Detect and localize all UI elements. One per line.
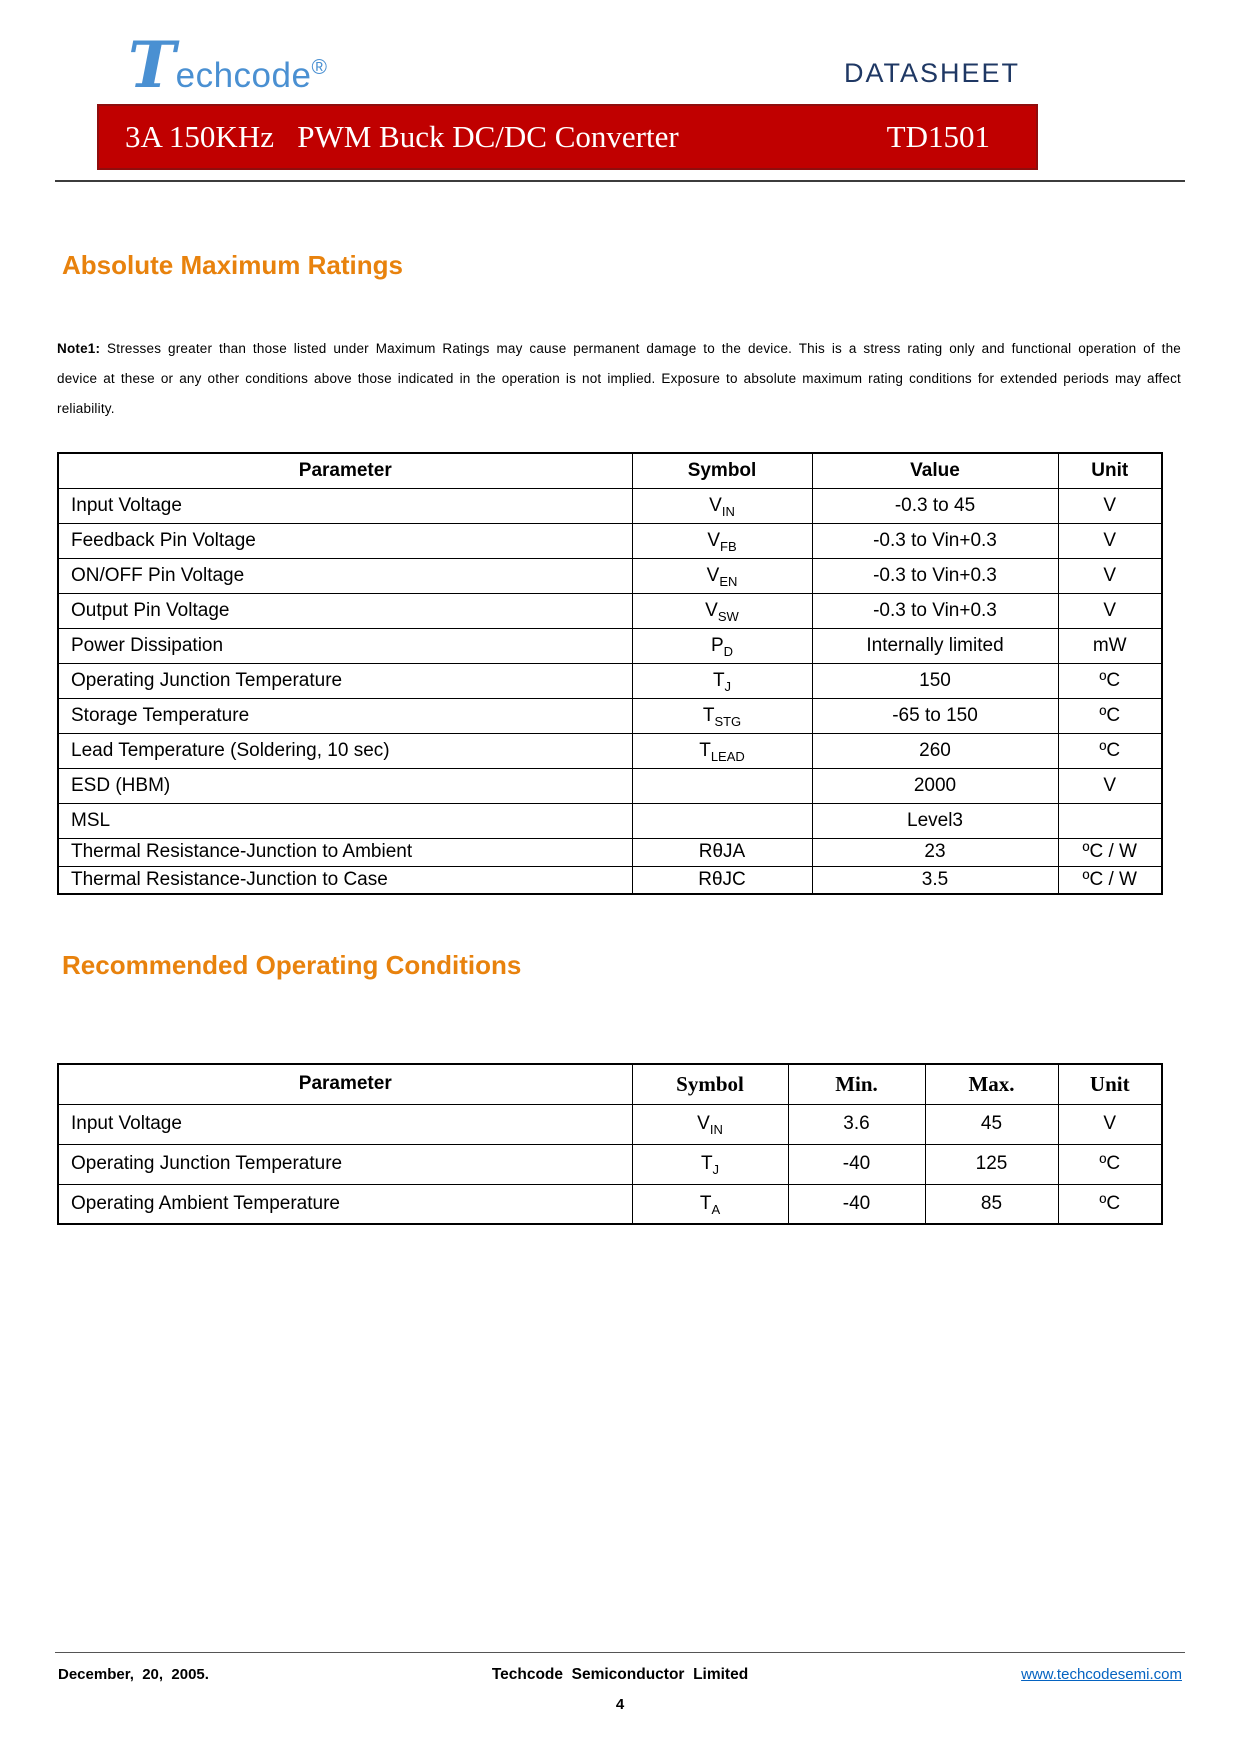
column-header-parameter: Parameter [58,453,632,488]
symbol-base: V [709,494,722,516]
unit-cell: ºC [1058,733,1162,768]
column-header-min: Min. [788,1064,925,1104]
column-header-parameter: Parameter [58,1064,632,1104]
max-cell: 125 [925,1144,1058,1184]
note1-label: Note1: [57,341,101,356]
symbol-base: P [710,634,724,656]
symbol-subscript: D [723,643,734,659]
min-cell: -40 [788,1144,925,1184]
symbol-subscript: IN [709,1121,723,1137]
max-cell: 45 [925,1104,1058,1144]
parameter-cell: Power Dissipation [58,628,632,663]
unit-cell: ºC / W [1058,866,1162,894]
value-cell: 23 [812,838,1058,866]
recommended-operating-conditions-table [57,1063,1163,1225]
symbol-base: V [705,599,718,621]
parameter-cell: Operating Junction Temperature [58,1144,632,1184]
table-row [58,1144,1162,1184]
symbol-base: T [712,669,725,691]
symbol-cell [632,628,812,663]
section-title-absolute-maximum-ratings: Absolute Maximum Ratings [62,250,403,280]
logo-letter-t: T [128,28,176,103]
symbol-subscript: FB [720,538,737,554]
column-header-max: Max. [925,1064,1058,1104]
parameter-cell: ON/OFF Pin Voltage [58,558,632,593]
symbol-cell [632,1144,788,1184]
symbol-subscript: LEAD [710,748,745,764]
datasheet-label: DATASHEET [843,58,1020,88]
table-header-row [58,453,1162,488]
value-cell: 2000 [812,768,1058,803]
column-header-unit: Unit [1058,453,1162,488]
value-cell: Level3 [812,803,1058,838]
table-row [58,803,1162,838]
column-header-value: Value [812,453,1058,488]
parameter-cell: Thermal Resistance-Junction to Ambient [58,838,632,866]
column-header-symbol: Symbol [632,453,812,488]
symbol-cell [632,803,812,838]
column-header-symbol: Symbol [632,1064,788,1104]
symbol-base: RθJC [698,868,746,890]
parameter-cell: Input Voltage [58,488,632,523]
note1-text: Stresses greater than those listed under Maximum Ratings may cause permanent damage to the device. This is a stress rating only and functional operation of the device at these or any other conditions above those indicated in the operation is not implied. Exposure to absolute maximum rating conditions for extended periods may affect reliability. [57,341,1181,416]
value-cell: Internally limited [812,628,1058,663]
unit-cell: V [1058,1104,1162,1144]
parameter-cell: Storage Temperature [58,698,632,733]
table-row [58,663,1162,698]
unit-cell: ºC [1058,698,1162,733]
value-cell: -65 to 150 [812,698,1058,733]
symbol-base: T [699,739,711,761]
table-header-row [58,1064,1162,1104]
symbol-cell [632,523,812,558]
unit-cell [1058,803,1162,838]
table-row [58,593,1162,628]
parameter-cell: Operating Junction Temperature [58,663,632,698]
parameter-cell: Thermal Resistance-Junction to Case [58,866,632,894]
symbol-subscript: SW [717,608,739,624]
unit-cell: V [1058,488,1162,523]
unit-cell: V [1058,523,1162,558]
symbol-subscript: J [712,1161,720,1177]
symbol-base: RθJA [698,841,746,862]
header-divider [55,180,1185,182]
parameter-cell: Output Pin Voltage [58,593,632,628]
symbol-base: T [700,1153,713,1174]
parameter-cell: MSL [58,803,632,838]
value-cell: -0.3 to Vin+0.3 [812,593,1058,628]
min-cell: -40 [788,1184,925,1224]
unit-cell: ºC [1058,1144,1162,1184]
title-banner [97,104,1038,170]
unit-cell: V [1058,593,1162,628]
symbol-cell [632,698,812,733]
symbol-subscript: EN [719,573,738,589]
symbol-cell [632,558,812,593]
table-row [58,1104,1162,1144]
parameter-cell: Operating Ambient Temperature [58,1184,632,1224]
table-row [58,733,1162,768]
absolute-maximum-ratings-table [57,452,1163,895]
unit-cell: V [1058,768,1162,803]
symbol-base: V [706,564,720,586]
column-header-unit: Unit [1058,1064,1162,1104]
symbol-cell [632,488,812,523]
symbol-cell [632,733,812,768]
symbol-subscript: A [711,1201,721,1217]
unit-cell: V [1058,558,1162,593]
symbol-cell [632,768,812,803]
symbol-cell [632,838,812,866]
registered-trademark-icon: ® [311,56,327,79]
parameter-cell: Lead Temperature (Soldering, 10 sec) [58,733,632,768]
symbol-subscript: IN [721,503,735,519]
symbol-base: T [699,1192,712,1214]
page-number: 4 [615,1696,625,1713]
unit-cell: ºC / W [1058,838,1162,866]
value-cell: -0.3 to Vin+0.3 [812,523,1058,558]
footer-company: Techcode Semiconductor Limited [491,1666,749,1683]
table-row [58,558,1162,593]
symbol-cell [632,1104,788,1144]
symbol-base: V [697,1113,710,1134]
table-row [58,768,1162,803]
value-cell: -0.3 to 45 [812,488,1058,523]
table-row [58,698,1162,733]
value-cell: -0.3 to Vin+0.3 [812,558,1058,593]
symbol-cell [632,1184,788,1224]
symbol-cell [632,866,812,894]
table-row [58,488,1162,523]
table-row [58,628,1162,663]
parameter-cell: ESD (HBM) [58,768,632,803]
techcode-logo [128,28,327,103]
symbol-base: T [702,704,715,726]
section-title-recommended-operating-conditions: Recommended Operating Conditions [62,950,522,980]
symbol-subscript: STG [714,713,742,729]
table-row [58,1184,1162,1224]
symbol-cell [632,663,812,698]
unit-cell: ºC [1058,663,1162,698]
min-cell: 3.6 [788,1104,925,1144]
value-cell: 260 [812,733,1058,768]
unit-cell: ºC [1058,1184,1162,1224]
product-title: 3A 150KHz PWM Buck DC/DC Converter [125,119,679,154]
note1-paragraph [57,334,1181,424]
table-row [58,866,1162,894]
symbol-base: V [707,529,721,551]
max-cell: 85 [925,1184,1058,1224]
table-row [58,523,1162,558]
symbol-subscript: J [724,678,732,694]
parameter-cell: Input Voltage [58,1104,632,1144]
part-number: TD1501 [886,119,990,154]
footer-website-link[interactable]: www.techcodesemi.com [1021,1666,1182,1683]
value-cell: 150 [812,663,1058,698]
footer-divider [55,1652,1185,1653]
parameter-cell: Feedback Pin Voltage [58,523,632,558]
value-cell: 3.5 [812,866,1058,894]
unit-cell: mW [1058,628,1162,663]
logo-text: echcode [175,56,312,95]
table-row [58,838,1162,866]
footer-date: December, 20, 2005. [58,1666,209,1683]
symbol-cell [632,593,812,628]
